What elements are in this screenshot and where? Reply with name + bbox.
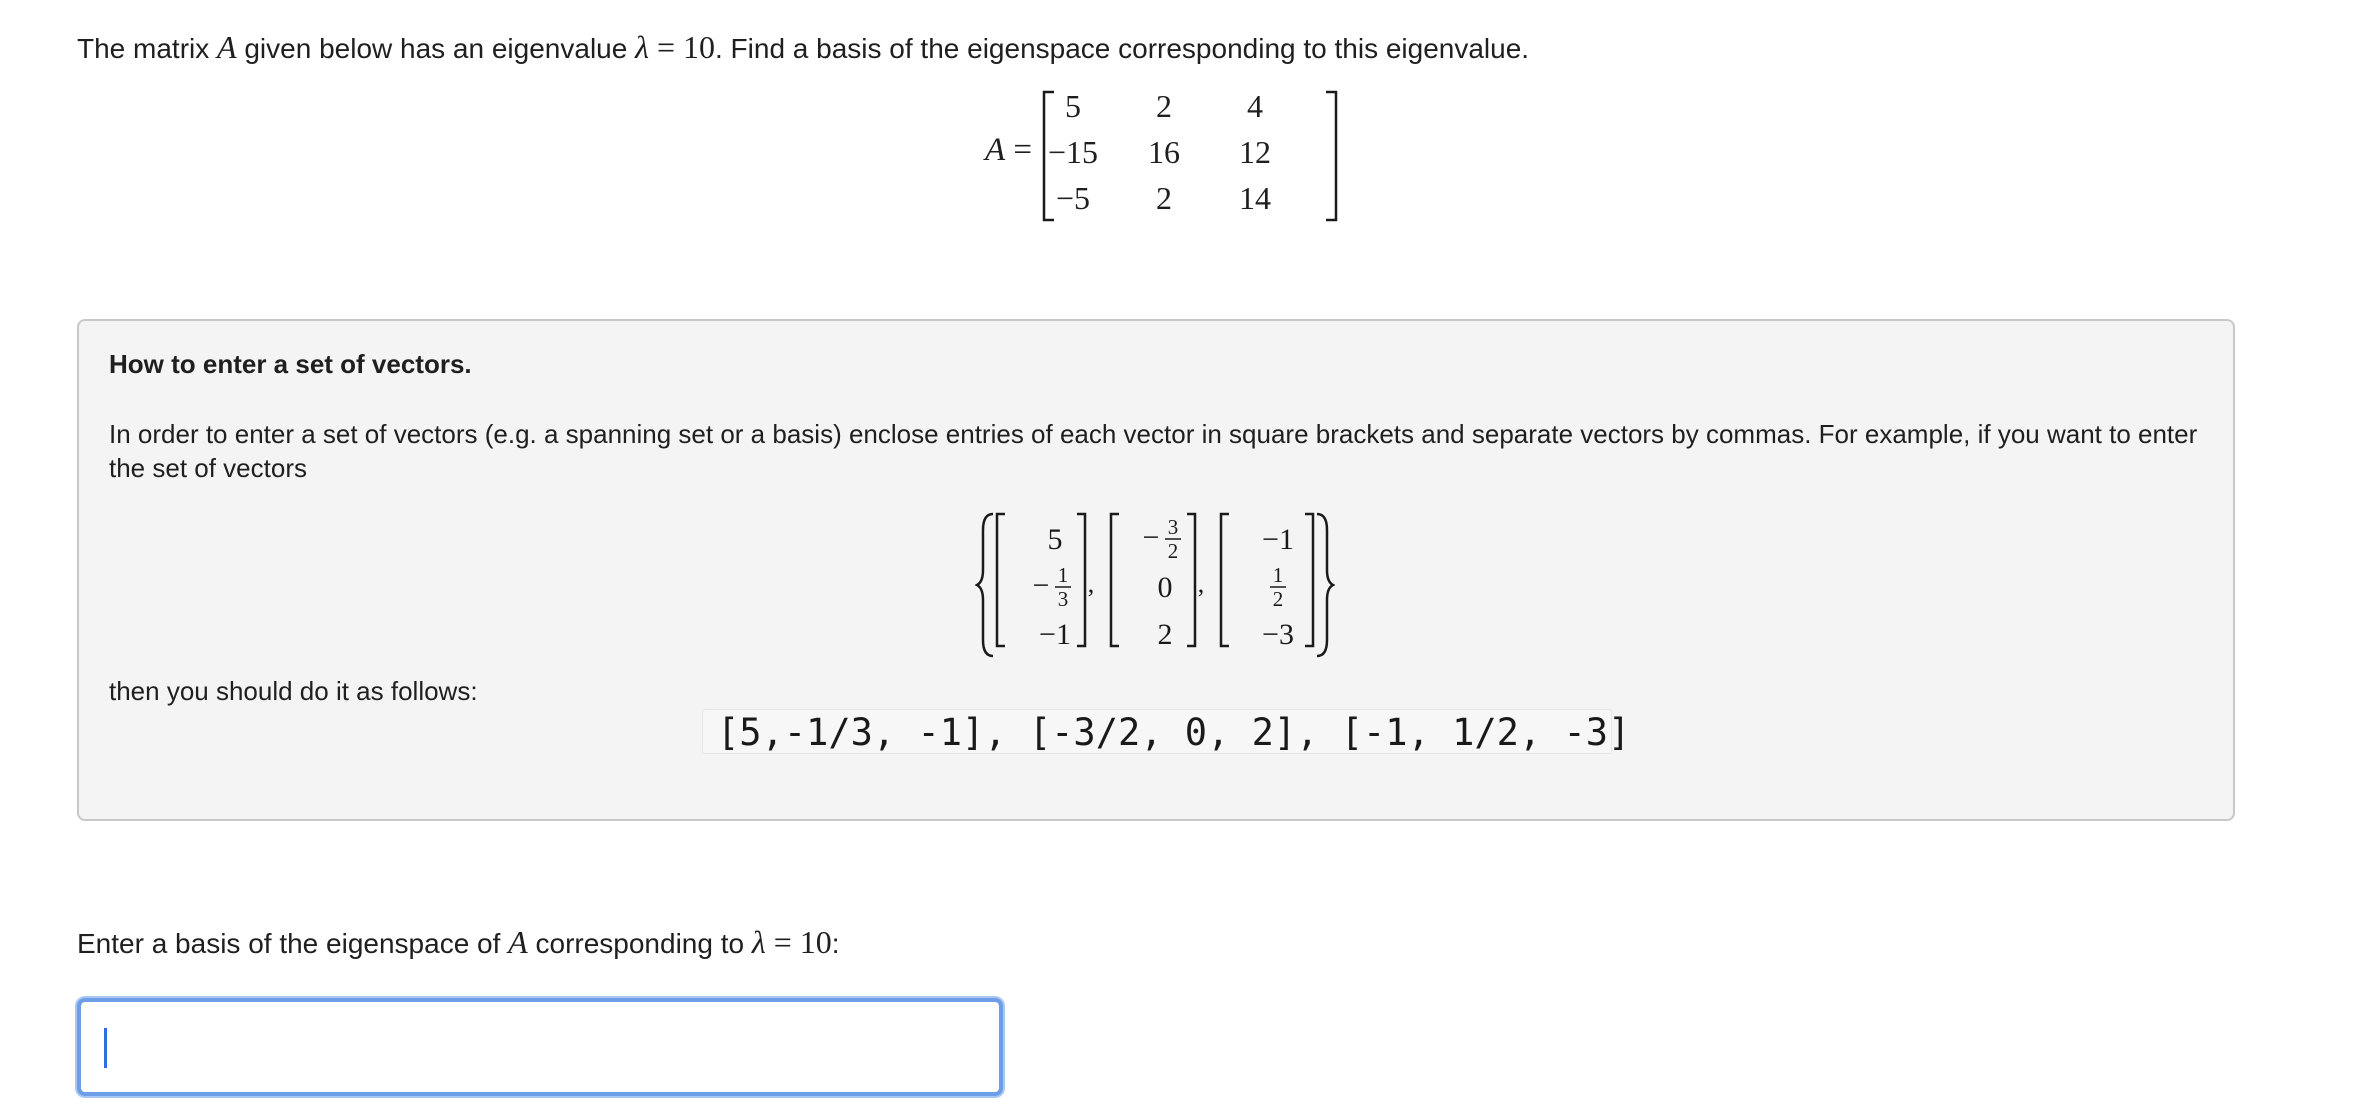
fraction-denominator: 2 [1167, 539, 1179, 563]
matrix-cell: −5 [1055, 180, 1091, 216]
vector-entry: −3 [1262, 618, 1294, 651]
matrix-cell: −15 [1047, 134, 1099, 170]
fraction-sign: − [1032, 569, 1050, 602]
left-brace [977, 514, 993, 656]
answer-input[interactable] [77, 998, 1003, 1096]
eigenvalue: 10 [799, 924, 832, 960]
fraction-denominator: 3 [1057, 587, 1069, 611]
vector-entry: 2 [1157, 618, 1173, 651]
matrix-label: A = [985, 132, 1033, 168]
fraction-denominator: 2 [1272, 587, 1284, 611]
matrix-variable: A [508, 924, 528, 960]
lambda-symbol: λ [635, 29, 649, 65]
vector-entry: 5 [1047, 523, 1063, 556]
lambda-symbol: λ [751, 924, 766, 960]
instructions-body: In order to enter a set of vectors (e.g. a spanning set or a basis) enclose entries of each vector in square brackets and separate vectors by commas. For example, if you want to enter the set of vectors [109, 419, 2198, 483]
problem-statement [77, 27, 1529, 69]
matrix-variable: A [217, 29, 237, 65]
prompt-text-part3: : [831, 928, 840, 959]
matrix-cell: 14 [1239, 180, 1271, 216]
prompt-text-part1: Enter a basis of the eigenspace of [77, 928, 509, 959]
matrix-cell: 12 [1239, 134, 1271, 170]
answer-prompt [77, 922, 840, 964]
text-caret [104, 1028, 107, 1068]
equals-sign: = [773, 924, 792, 960]
vector-separator-comma: , [1087, 569, 1095, 598]
problem-text-part2: given below has an eigenvalue [236, 33, 636, 64]
matrix-cell: 2 [1156, 180, 1172, 216]
example-vector-set [975, 510, 1335, 660]
instructions-heading: How to enter a set of vectors. [109, 349, 472, 379]
problem-text-part3: . Find a basis of the eigenspace corresponding to this eigenvalue. [715, 33, 1530, 64]
fraction-numerator: 3 [1167, 515, 1179, 539]
then-text: then you should do it as follows: [109, 676, 478, 706]
fraction-numerator: 1 [1272, 563, 1284, 587]
problem-text-part1: The matrix [77, 33, 218, 64]
right-brace [1317, 514, 1333, 656]
vector-entry: −1 [1039, 618, 1071, 651]
vector-entry: 0 [1157, 571, 1173, 604]
vector-entry: −1 [1262, 523, 1294, 556]
fraction-sign: − [1142, 521, 1160, 554]
eigenvalue: 10 [683, 29, 715, 65]
fraction-numerator: 1 [1057, 563, 1069, 587]
equals-sign: = [656, 29, 675, 65]
matrix-cell: 16 [1148, 134, 1180, 170]
matrix-cell: 2 [1156, 88, 1172, 124]
code-example: [5,-1/3, -1], [-3/2, 0, 2], [-1, 1/2, -3] [702, 709, 1612, 754]
matrix-cell: 4 [1247, 88, 1263, 124]
matrix-cell: 5 [1065, 88, 1081, 124]
prompt-text-part2: corresponding to [527, 928, 752, 959]
vector-separator-comma: , [1197, 569, 1205, 598]
